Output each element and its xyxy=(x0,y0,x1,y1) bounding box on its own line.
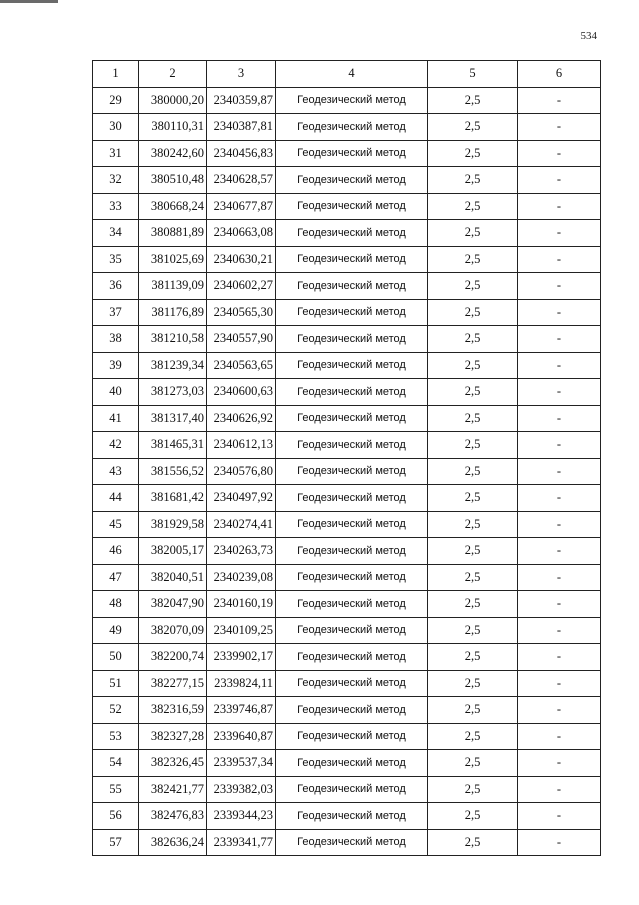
y-coordinate-cell: 2340274,41 xyxy=(207,511,276,538)
extra-cell: - xyxy=(518,697,601,724)
column-header-4: 4 xyxy=(276,61,428,88)
x-coordinate-cell: 381025,69 xyxy=(139,246,207,273)
y-coordinate-cell: 2340663,08 xyxy=(207,220,276,247)
extra-cell: - xyxy=(518,644,601,671)
extra-cell: - xyxy=(518,538,601,565)
method-cell: Геодезический метод xyxy=(276,140,428,167)
y-coordinate-cell: 2340600,63 xyxy=(207,379,276,406)
extra-cell: - xyxy=(518,140,601,167)
extra-cell: - xyxy=(518,776,601,803)
column-header-3: 3 xyxy=(207,61,276,88)
x-coordinate-cell: 381139,09 xyxy=(139,273,207,300)
point-number-cell: 53 xyxy=(93,723,139,750)
point-number-cell: 46 xyxy=(93,538,139,565)
x-coordinate-cell: 380510,48 xyxy=(139,167,207,194)
accuracy-cell: 2,5 xyxy=(428,670,518,697)
point-number-cell: 39 xyxy=(93,352,139,379)
method-cell: Геодезический метод xyxy=(276,87,428,114)
method-cell: Геодезический метод xyxy=(276,723,428,750)
table-row xyxy=(93,750,601,777)
table-row xyxy=(93,326,601,353)
x-coordinate-cell: 382070,09 xyxy=(139,617,207,644)
x-coordinate-cell: 382040,51 xyxy=(139,564,207,591)
method-cell: Геодезический метод xyxy=(276,485,428,512)
method-cell: Геодезический метод xyxy=(276,644,428,671)
page-number: 534 xyxy=(580,30,597,42)
accuracy-cell: 2,5 xyxy=(428,829,518,856)
table-row xyxy=(93,644,601,671)
x-coordinate-cell: 381929,58 xyxy=(139,511,207,538)
method-cell: Геодезический метод xyxy=(276,326,428,353)
extra-cell: - xyxy=(518,511,601,538)
accuracy-cell: 2,5 xyxy=(428,591,518,618)
accuracy-cell: 2,5 xyxy=(428,723,518,750)
extra-cell: - xyxy=(518,432,601,459)
method-cell: Геодезический метод xyxy=(276,776,428,803)
y-coordinate-cell: 2340576,80 xyxy=(207,458,276,485)
point-number-cell: 47 xyxy=(93,564,139,591)
accuracy-cell: 2,5 xyxy=(428,326,518,353)
point-number-cell: 32 xyxy=(93,167,139,194)
x-coordinate-cell: 382200,74 xyxy=(139,644,207,671)
method-cell: Геодезический метод xyxy=(276,379,428,406)
x-coordinate-cell: 382327,28 xyxy=(139,723,207,750)
table-row xyxy=(93,273,601,300)
x-coordinate-cell: 381239,34 xyxy=(139,352,207,379)
y-coordinate-cell: 2340557,90 xyxy=(207,326,276,353)
x-coordinate-cell: 381176,89 xyxy=(139,299,207,326)
accuracy-cell: 2,5 xyxy=(428,432,518,459)
accuracy-cell: 2,5 xyxy=(428,776,518,803)
method-cell: Геодезический метод xyxy=(276,803,428,830)
accuracy-cell: 2,5 xyxy=(428,167,518,194)
extra-cell: - xyxy=(518,485,601,512)
x-coordinate-cell: 382316,59 xyxy=(139,697,207,724)
table-row xyxy=(93,114,601,141)
column-header-5: 5 xyxy=(428,61,518,88)
coordinates-table xyxy=(92,60,601,856)
accuracy-cell: 2,5 xyxy=(428,617,518,644)
point-number-cell: 34 xyxy=(93,220,139,247)
y-coordinate-cell: 2340497,92 xyxy=(207,485,276,512)
point-number-cell: 42 xyxy=(93,432,139,459)
accuracy-cell: 2,5 xyxy=(428,405,518,432)
column-header-1: 1 xyxy=(93,61,139,88)
table-row xyxy=(93,485,601,512)
y-coordinate-cell: 2340677,87 xyxy=(207,193,276,220)
table-row xyxy=(93,220,601,247)
method-cell: Геодезический метод xyxy=(276,511,428,538)
extra-cell: - xyxy=(518,591,601,618)
x-coordinate-cell: 382421,77 xyxy=(139,776,207,803)
x-coordinate-cell: 381210,58 xyxy=(139,326,207,353)
x-coordinate-cell: 380881,89 xyxy=(139,220,207,247)
extra-cell: - xyxy=(518,167,601,194)
method-cell: Геодезический метод xyxy=(276,405,428,432)
method-cell: Геодезический метод xyxy=(276,432,428,459)
accuracy-cell: 2,5 xyxy=(428,246,518,273)
y-coordinate-cell: 2340109,25 xyxy=(207,617,276,644)
method-cell: Геодезический метод xyxy=(276,193,428,220)
table-row xyxy=(93,432,601,459)
table-row xyxy=(93,538,601,565)
table-body xyxy=(93,87,601,856)
point-number-cell: 36 xyxy=(93,273,139,300)
table-row xyxy=(93,352,601,379)
y-coordinate-cell: 2340263,73 xyxy=(207,538,276,565)
table-header-row xyxy=(93,61,601,88)
point-number-cell: 55 xyxy=(93,776,139,803)
x-coordinate-cell: 381556,52 xyxy=(139,458,207,485)
x-coordinate-cell: 381273,03 xyxy=(139,379,207,406)
method-cell: Геодезический метод xyxy=(276,591,428,618)
table-row xyxy=(93,379,601,406)
x-coordinate-cell: 380000,20 xyxy=(139,87,207,114)
y-coordinate-cell: 2339640,87 xyxy=(207,723,276,750)
point-number-cell: 48 xyxy=(93,591,139,618)
y-coordinate-cell: 2339341,77 xyxy=(207,829,276,856)
y-coordinate-cell: 2339537,34 xyxy=(207,750,276,777)
point-number-cell: 40 xyxy=(93,379,139,406)
accuracy-cell: 2,5 xyxy=(428,458,518,485)
extra-cell: - xyxy=(518,87,601,114)
table-row xyxy=(93,458,601,485)
accuracy-cell: 2,5 xyxy=(428,644,518,671)
y-coordinate-cell: 2339824,11 xyxy=(207,670,276,697)
point-number-cell: 37 xyxy=(93,299,139,326)
extra-cell: - xyxy=(518,326,601,353)
table-row xyxy=(93,697,601,724)
table-row xyxy=(93,511,601,538)
table-row xyxy=(93,167,601,194)
table-row xyxy=(93,193,601,220)
point-number-cell: 57 xyxy=(93,829,139,856)
point-number-cell: 38 xyxy=(93,326,139,353)
extra-cell: - xyxy=(518,193,601,220)
table-row xyxy=(93,723,601,750)
method-cell: Геодезический метод xyxy=(276,617,428,644)
y-coordinate-cell: 2340359,87 xyxy=(207,87,276,114)
method-cell: Геодезический метод xyxy=(276,538,428,565)
method-cell: Геодезический метод xyxy=(276,273,428,300)
method-cell: Геодезический метод xyxy=(276,750,428,777)
point-number-cell: 29 xyxy=(93,87,139,114)
y-coordinate-cell: 2340565,30 xyxy=(207,299,276,326)
method-cell: Геодезический метод xyxy=(276,829,428,856)
y-coordinate-cell: 2340602,27 xyxy=(207,273,276,300)
point-number-cell: 52 xyxy=(93,697,139,724)
method-cell: Геодезический метод xyxy=(276,670,428,697)
y-coordinate-cell: 2339902,17 xyxy=(207,644,276,671)
point-number-cell: 51 xyxy=(93,670,139,697)
accuracy-cell: 2,5 xyxy=(428,114,518,141)
x-coordinate-cell: 381681,42 xyxy=(139,485,207,512)
y-coordinate-cell: 2340626,92 xyxy=(207,405,276,432)
x-coordinate-cell: 382476,83 xyxy=(139,803,207,830)
table-row xyxy=(93,564,601,591)
table-row xyxy=(93,803,601,830)
y-coordinate-cell: 2340239,08 xyxy=(207,564,276,591)
extra-cell: - xyxy=(518,564,601,591)
table-row xyxy=(93,670,601,697)
y-coordinate-cell: 2340612,13 xyxy=(207,432,276,459)
table-row xyxy=(93,405,601,432)
extra-cell: - xyxy=(518,458,601,485)
x-coordinate-cell: 382636,24 xyxy=(139,829,207,856)
table-row xyxy=(93,776,601,803)
x-coordinate-cell: 381465,31 xyxy=(139,432,207,459)
point-number-cell: 43 xyxy=(93,458,139,485)
x-coordinate-cell: 382277,15 xyxy=(139,670,207,697)
method-cell: Геодезический метод xyxy=(276,167,428,194)
x-coordinate-cell: 382326,45 xyxy=(139,750,207,777)
x-coordinate-cell: 380668,24 xyxy=(139,193,207,220)
table-row xyxy=(93,246,601,273)
column-header-2: 2 xyxy=(139,61,207,88)
point-number-cell: 33 xyxy=(93,193,139,220)
accuracy-cell: 2,5 xyxy=(428,379,518,406)
accuracy-cell: 2,5 xyxy=(428,485,518,512)
y-coordinate-cell: 2339746,87 xyxy=(207,697,276,724)
accuracy-cell: 2,5 xyxy=(428,87,518,114)
table-row xyxy=(93,591,601,618)
point-number-cell: 44 xyxy=(93,485,139,512)
extra-cell: - xyxy=(518,220,601,247)
accuracy-cell: 2,5 xyxy=(428,511,518,538)
accuracy-cell: 2,5 xyxy=(428,750,518,777)
accuracy-cell: 2,5 xyxy=(428,273,518,300)
extra-cell: - xyxy=(518,405,601,432)
accuracy-cell: 2,5 xyxy=(428,193,518,220)
y-coordinate-cell: 2339344,23 xyxy=(207,803,276,830)
accuracy-cell: 2,5 xyxy=(428,140,518,167)
scan-edge-mark xyxy=(0,0,58,3)
table-row xyxy=(93,617,601,644)
point-number-cell: 41 xyxy=(93,405,139,432)
table-row xyxy=(93,87,601,114)
extra-cell: - xyxy=(518,829,601,856)
y-coordinate-cell: 2340628,57 xyxy=(207,167,276,194)
extra-cell: - xyxy=(518,299,601,326)
x-coordinate-cell: 382047,90 xyxy=(139,591,207,618)
method-cell: Геодезический метод xyxy=(276,458,428,485)
y-coordinate-cell: 2340387,81 xyxy=(207,114,276,141)
x-coordinate-cell: 380242,60 xyxy=(139,140,207,167)
extra-cell: - xyxy=(518,670,601,697)
x-coordinate-cell: 380110,31 xyxy=(139,114,207,141)
extra-cell: - xyxy=(518,750,601,777)
method-cell: Геодезический метод xyxy=(276,299,428,326)
y-coordinate-cell: 2339382,03 xyxy=(207,776,276,803)
method-cell: Геодезический метод xyxy=(276,564,428,591)
point-number-cell: 54 xyxy=(93,750,139,777)
point-number-cell: 35 xyxy=(93,246,139,273)
table-row xyxy=(93,829,601,856)
extra-cell: - xyxy=(518,723,601,750)
x-coordinate-cell: 382005,17 xyxy=(139,538,207,565)
extra-cell: - xyxy=(518,379,601,406)
accuracy-cell: 2,5 xyxy=(428,220,518,247)
accuracy-cell: 2,5 xyxy=(428,803,518,830)
point-number-cell: 31 xyxy=(93,140,139,167)
method-cell: Геодезический метод xyxy=(276,220,428,247)
y-coordinate-cell: 2340160,19 xyxy=(207,591,276,618)
point-number-cell: 30 xyxy=(93,114,139,141)
x-coordinate-cell: 381317,40 xyxy=(139,405,207,432)
extra-cell: - xyxy=(518,803,601,830)
accuracy-cell: 2,5 xyxy=(428,538,518,565)
point-number-cell: 45 xyxy=(93,511,139,538)
column-header-6: 6 xyxy=(518,61,601,88)
y-coordinate-cell: 2340630,21 xyxy=(207,246,276,273)
method-cell: Геодезический метод xyxy=(276,246,428,273)
table-row xyxy=(93,299,601,326)
extra-cell: - xyxy=(518,352,601,379)
y-coordinate-cell: 2340563,65 xyxy=(207,352,276,379)
accuracy-cell: 2,5 xyxy=(428,352,518,379)
extra-cell: - xyxy=(518,114,601,141)
point-number-cell: 56 xyxy=(93,803,139,830)
table-row xyxy=(93,140,601,167)
method-cell: Геодезический метод xyxy=(276,114,428,141)
accuracy-cell: 2,5 xyxy=(428,564,518,591)
method-cell: Геодезический метод xyxy=(276,352,428,379)
extra-cell: - xyxy=(518,246,601,273)
accuracy-cell: 2,5 xyxy=(428,697,518,724)
extra-cell: - xyxy=(518,617,601,644)
method-cell: Геодезический метод xyxy=(276,697,428,724)
accuracy-cell: 2,5 xyxy=(428,299,518,326)
y-coordinate-cell: 2340456,83 xyxy=(207,140,276,167)
extra-cell: - xyxy=(518,273,601,300)
point-number-cell: 50 xyxy=(93,644,139,671)
point-number-cell: 49 xyxy=(93,617,139,644)
